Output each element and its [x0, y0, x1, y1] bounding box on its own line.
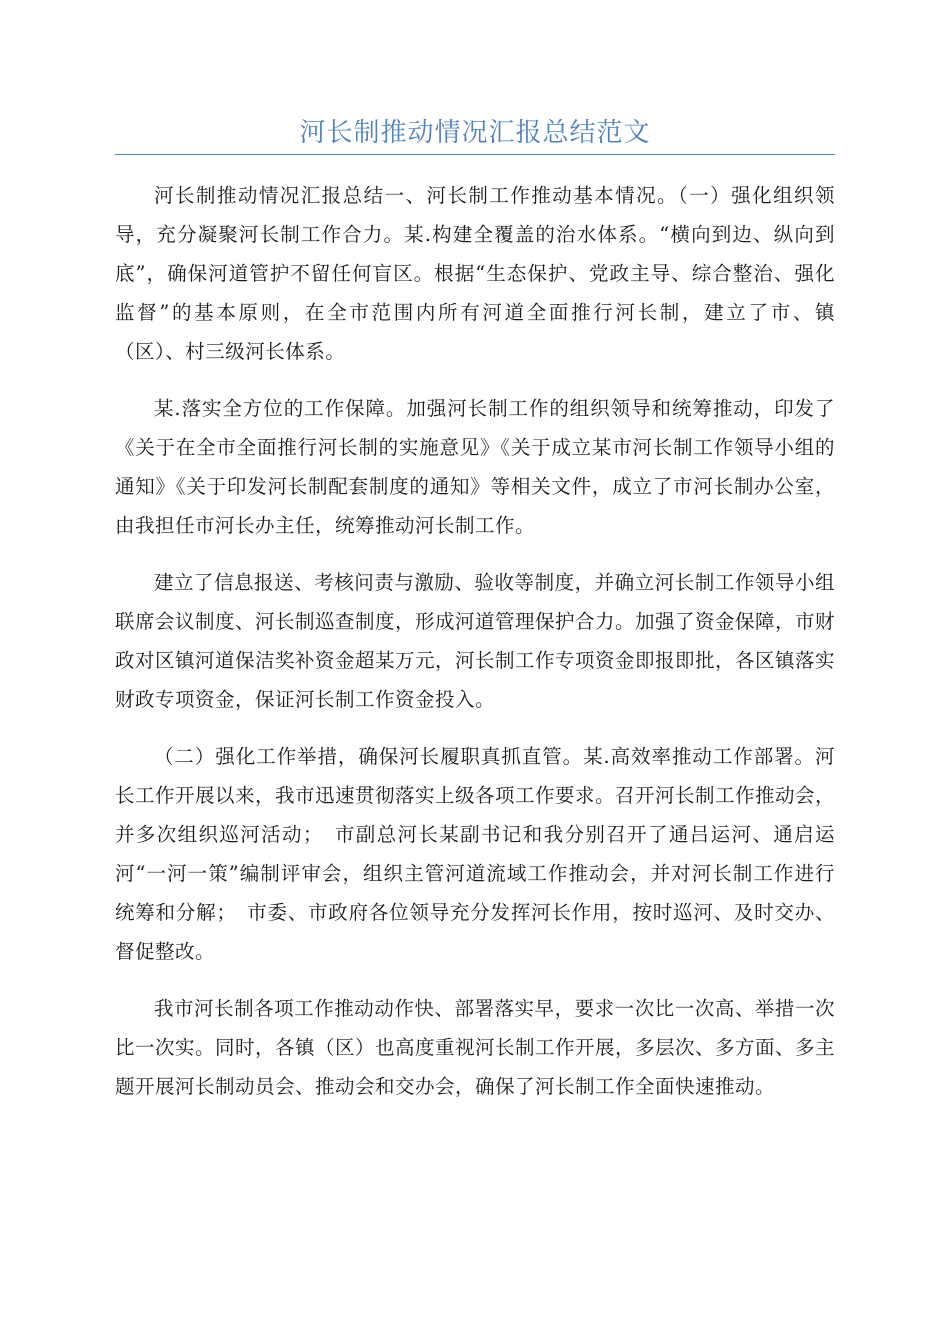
paragraph-5: 我市河长制各项工作推动动作快、部署落实早，要求一次比一次高、举措一次比一次实。同时，各镇（区）也高度重视河长制工作开展，多层次、多方面、多主题开展河长制动员会、推动会和交办会，确保了河长制工作全面快速推动。: [115, 997, 836, 1098]
paragraph-1: 河长制推动情况汇报总结一、河长制工作推动基本情况。（一）强化组织领导，充分凝聚河长制工作合力。某.构建全覆盖的治水体系。“横向到边、纵向到底”，确保河道管护不留任何盲区。根据“生态保护、党政主导、综合整治、强化监督”的基本原则，在全市范围内所有河道全面推行河长制，建立了市、镇（区）、村三级河长体系。: [115, 184, 835, 363]
paragraph-2: 某.落实全方位的工作保障。加强河长制工作的组织领导和统筹推动，印发了《关于在全市全面推行河长制的实施意见》《关于成立某市河长制工作领导小组的通知》《关于印发河长制配套制度的通知》等相关文件，成立了市河长制办公室，由我担任市河长办主任，统筹推动河长制工作。: [115, 397, 835, 537]
paragraph-3: 建立了信息报送、考核问责与激励、验收等制度，并确立河长制工作领导小组联席会议制度、河长制巡查制度，形成河道管理保护合力。加强了资金保障，市财政对区镇河道保洁奖补资金超某万元，河长制工作专项资金即报即批，各区镇落实财政专项资金，保证河长制工作资金投入。: [115, 571, 836, 711]
document-title: 河长制推动情况汇报总结范文: [299, 118, 651, 148]
title-underline: [115, 154, 835, 155]
paragraph-4: （二）强化工作举措，确保河长履职真抓直管。某.高效率推动工作部署。河长工作开展以来，我市迅速贯彻落实上级各项工作要求。召开河长制工作推动会，并多次组织巡河活动； 市副总河长某副书记和我分别召开了通吕运河、通启运河“一河一策”编制评审会，组织主管河道流域工作推动会，并对河长制工作进行统筹和分解； 市委、市政府各位领导充分发挥河长作用，按时巡河、及时交办、督促整改。: [115, 745, 836, 963]
document-body: [115, 176, 835, 1124]
